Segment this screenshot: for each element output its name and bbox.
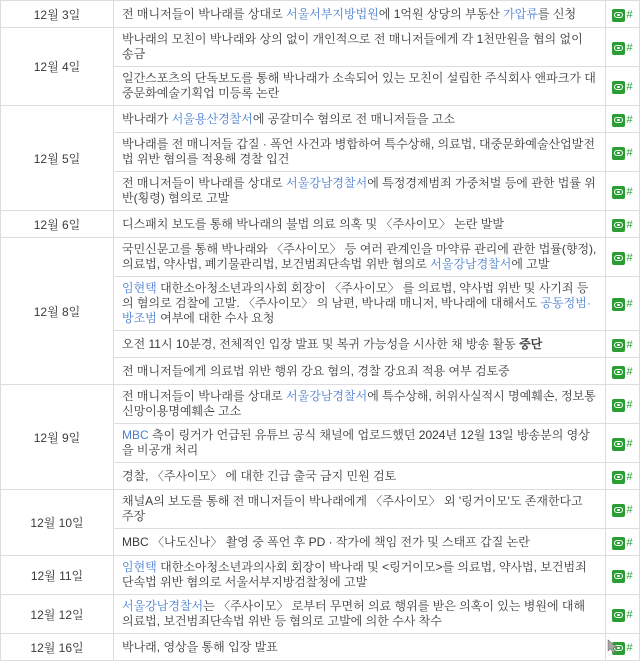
event-cell [114, 556, 606, 595]
external-favicon-icon [612, 219, 625, 232]
event-text: 에 1억원 상당의 부동산 [378, 6, 504, 21]
hash-label: # [626, 437, 633, 450]
table-row [1, 211, 640, 238]
date-cell: 12월 5일 [1, 106, 114, 211]
source-link-cell [606, 556, 640, 595]
external-favicon-icon [612, 42, 625, 55]
source-link[interactable] [612, 252, 632, 265]
source-link[interactable] [612, 609, 632, 622]
wiki-link[interactable]: 서울강남경찰서 [430, 257, 512, 271]
external-favicon-icon [612, 114, 625, 127]
source-link[interactable] [612, 42, 632, 55]
wiki-link[interactable]: 서울서부지방법원 [286, 6, 379, 21]
external-favicon-icon [612, 642, 625, 655]
event-cell [114, 463, 606, 490]
hash-label: # [626, 185, 633, 198]
hash-label: # [626, 569, 633, 582]
event-text: 일간스포츠의 단독보도를 통해 박나래가 소속되어 있는 모친이 설립한 주식회사 앤파크가 대중문화예술기획업 미등록 논란 [122, 71, 596, 100]
source-link-cell [606, 133, 640, 172]
hash-label: # [626, 218, 633, 231]
source-link-cell [606, 634, 640, 661]
source-link[interactable] [612, 537, 632, 550]
hash-label: # [626, 8, 633, 21]
event-cell [114, 28, 606, 67]
hash-label: # [626, 113, 633, 126]
date-cell: 12월 16일 [1, 634, 114, 661]
hash-label: # [626, 80, 633, 93]
external-favicon-icon [612, 366, 625, 379]
hash-label: # [626, 641, 633, 654]
external-favicon-icon [612, 339, 625, 352]
event-cell [114, 595, 606, 634]
external-favicon-icon [612, 471, 625, 484]
source-link[interactable] [612, 114, 632, 127]
event-cell [114, 277, 606, 331]
hash-label: # [626, 398, 633, 411]
table-row [1, 106, 640, 133]
source-link[interactable] [612, 366, 632, 379]
event-text: 를 신청 [537, 6, 577, 21]
wiki-link[interactable]: 서울강남경찰서 [286, 176, 368, 190]
source-link-cell [606, 463, 640, 490]
hash-label: # [626, 503, 633, 516]
event-text: 대한소아청소년과의사회 회장이 〈주사이모〉 를 의료법, 약사법 위반 및 사기죄 등의 혐의로 검찰에 고발. 〈주사이모〉 의 남편, 박나래 매니저, 박나래에 대해서도 [122, 281, 589, 310]
external-favicon-icon [612, 609, 625, 622]
event-text: 박나래를 전 매니저들 갑질 · 폭언 사건과 병합하여 특수상해, 의료법, 대중문화예술산업발전법 위반 혐의를 적용해 경찰 입건 [122, 137, 595, 166]
event-text: MBC 〈나도신나〉 촬영 중 폭언 후 PD · 작가에 책임 전가 및 스태프 갑질 논란 [122, 534, 530, 549]
event-text: 박나래, 영상을 통해 입장 발표 [122, 639, 278, 654]
event-cell [114, 1, 606, 28]
source-link[interactable] [612, 147, 632, 160]
event-cell [114, 490, 606, 529]
external-favicon-icon [612, 252, 625, 265]
source-link-cell [606, 211, 640, 238]
event-cell [114, 211, 606, 238]
source-link[interactable] [612, 570, 632, 583]
source-link-cell [606, 529, 640, 556]
source-link[interactable] [612, 471, 632, 484]
hash-label: # [626, 608, 633, 621]
event-text: 에 공갈미수 혐의로 전 매니저들을 고소 [252, 111, 456, 126]
source-link[interactable] [612, 399, 632, 412]
hash-label: # [626, 146, 633, 159]
table-row [1, 238, 640, 277]
source-link-cell [606, 490, 640, 529]
event-text: 에 고발 [511, 257, 550, 271]
source-link[interactable] [612, 438, 632, 451]
event-text: 전 매니저들이 박나래를 상대로 [122, 389, 287, 403]
wiki-link[interactable]: MBC [122, 428, 149, 442]
event-text: 채널A의 보도를 통해 전 매니저들이 박나래에게 〈주사이모〉 외 '링거이모'도 존재한다고 주장 [122, 494, 583, 523]
source-link-cell [606, 172, 640, 211]
external-favicon-icon [612, 81, 625, 94]
wiki-link[interactable]: 서울용산경찰서 [171, 111, 253, 126]
source-link-cell [606, 1, 640, 28]
source-link[interactable] [612, 81, 632, 94]
event-text: 여부에 대한 수사 요청 [156, 311, 275, 325]
wiki-link[interactable]: 서울강남경찰서 [122, 599, 204, 613]
date-cell: 12월 9일 [1, 385, 114, 490]
event-text: 측이 링거가 언급된 유튜브 공식 채널에 업로드했던 2024년 12월 13일 방송분의 영상을 비공개 처리 [122, 428, 590, 457]
source-link-cell [606, 277, 640, 331]
source-link[interactable] [612, 298, 632, 311]
event-text: 전 매니저들이 박나래를 상대로 [122, 176, 287, 190]
hash-label: # [626, 470, 633, 483]
hash-label: # [626, 41, 633, 54]
source-link-cell [606, 385, 640, 424]
wiki-link[interactable]: 서울강남경찰서 [286, 389, 368, 403]
source-link-cell [606, 28, 640, 67]
event-cell [114, 529, 606, 556]
date-cell: 12월 6일 [1, 211, 114, 238]
external-favicon-icon [612, 147, 625, 160]
source-link-cell [606, 358, 640, 385]
source-link[interactable] [612, 219, 632, 232]
source-link-cell [606, 67, 640, 106]
external-favicon-icon [612, 537, 625, 550]
table-row [1, 556, 640, 595]
external-favicon-icon [612, 298, 625, 311]
event-text: 전 매니저들에게 의료법 위반 행위 강요 혐의, 경찰 강요죄 적용 여부 검토중 [122, 363, 510, 378]
hash-label: # [626, 536, 633, 549]
hash-label: # [626, 365, 633, 378]
event-text: 박나래의 모친이 박나래와 상의 없이 개인적으로 전 매니저들에게 각 1천만원을 협의 없이 송금 [122, 32, 583, 61]
table-row [1, 634, 640, 661]
external-favicon-icon [612, 504, 625, 517]
date-cell: 12월 4일 [1, 28, 114, 106]
external-favicon-icon [612, 9, 625, 22]
event-cell [114, 67, 606, 106]
event-text: 에 특수상해, 허위사실적시 명예훼손, 정보통신망이용명예훼손 고소 [122, 389, 596, 418]
wiki-link[interactable]: 가압류 [503, 6, 538, 21]
event-text: 에 특정경제범죄 가중처벌 등에 관한 법률 위반(횡령) 혐의로 고발 [122, 176, 596, 205]
source-link-cell [606, 424, 640, 463]
event-cell [114, 133, 606, 172]
table-row [1, 385, 640, 424]
event-cell [114, 358, 606, 385]
event-text: 박나래가 [122, 111, 172, 126]
event-text: 는 〈주사이모〉 로부터 무면허 의료 행위를 받은 의혹이 있는 병원에 대해 의료법, 보건범죄단속법 위반 등 혐의로 고발에 의한 수사 착수 [122, 599, 586, 628]
source-link[interactable] [612, 642, 632, 655]
event-text: 국민신문고를 통해 박나래와 〈주사이모〉 등 여러 관계인을 마약류 관리에 관한 법률(향정), 의료법, 약사법, 폐기물관리법, 보건범죄단속법 위반 혐의로 [122, 242, 597, 271]
hash-label: # [626, 251, 633, 264]
date-cell: 12월 8일 [1, 238, 114, 385]
external-favicon-icon [612, 186, 625, 199]
hash-label: # [626, 338, 633, 351]
wiki-link[interactable]: 공동정범·방조범 [122, 296, 591, 325]
external-favicon-icon [612, 399, 625, 412]
event-text: 디스패치 보도를 통해 박나래의 불법 의료 의혹 및 〈주사이모〉 논란 발발 [122, 216, 504, 231]
source-link[interactable] [612, 504, 632, 517]
date-cell: 12월 10일 [1, 490, 114, 556]
hash-label: # [626, 298, 633, 310]
external-favicon-icon [612, 438, 625, 451]
event-cell [114, 106, 606, 133]
event-cell [114, 238, 606, 277]
wiki-link[interactable]: 임현택 [122, 281, 157, 295]
event-text: 전 매니저들이 박나래를 상대로 [122, 6, 287, 21]
source-link[interactable] [612, 9, 632, 22]
event-cell [114, 172, 606, 211]
bold-text: 중단 [519, 336, 543, 351]
date-cell: 12월 12일 [1, 595, 114, 634]
table-row [1, 28, 640, 67]
event-text: 오전 11시 10분경, 전체적인 입장 발표 및 복귀 가능성을 시사한 채 방송 활동 [122, 336, 520, 351]
event-cell [114, 331, 606, 358]
source-link[interactable] [612, 186, 632, 199]
source-link-cell [606, 238, 640, 277]
event-cell [114, 634, 606, 661]
table-row [1, 595, 640, 634]
event-cell [114, 385, 606, 424]
table-row [1, 1, 640, 28]
timeline-tbody [1, 1, 640, 661]
event-cell [114, 424, 606, 463]
source-link[interactable] [612, 339, 632, 352]
date-cell: 12월 3일 [1, 1, 114, 28]
event-text: 경찰, 〈주사이모〉 에 대한 긴급 출국 금지 민원 검토 [122, 468, 397, 483]
date-cell: 12월 11일 [1, 556, 114, 595]
external-favicon-icon [612, 570, 625, 583]
source-link-cell [606, 106, 640, 133]
table-row [1, 490, 640, 529]
source-link-cell [606, 331, 640, 358]
source-link-cell [606, 595, 640, 634]
event-text: 대한소아청소년과의사회 회장이 박나래 및 <링거이모>를 의료법, 약사법, 보건범죄단속법 위반 혐의로 서울서부지방검찰청에 고발 [122, 560, 587, 589]
wiki-link[interactable]: 임현택 [122, 560, 157, 574]
